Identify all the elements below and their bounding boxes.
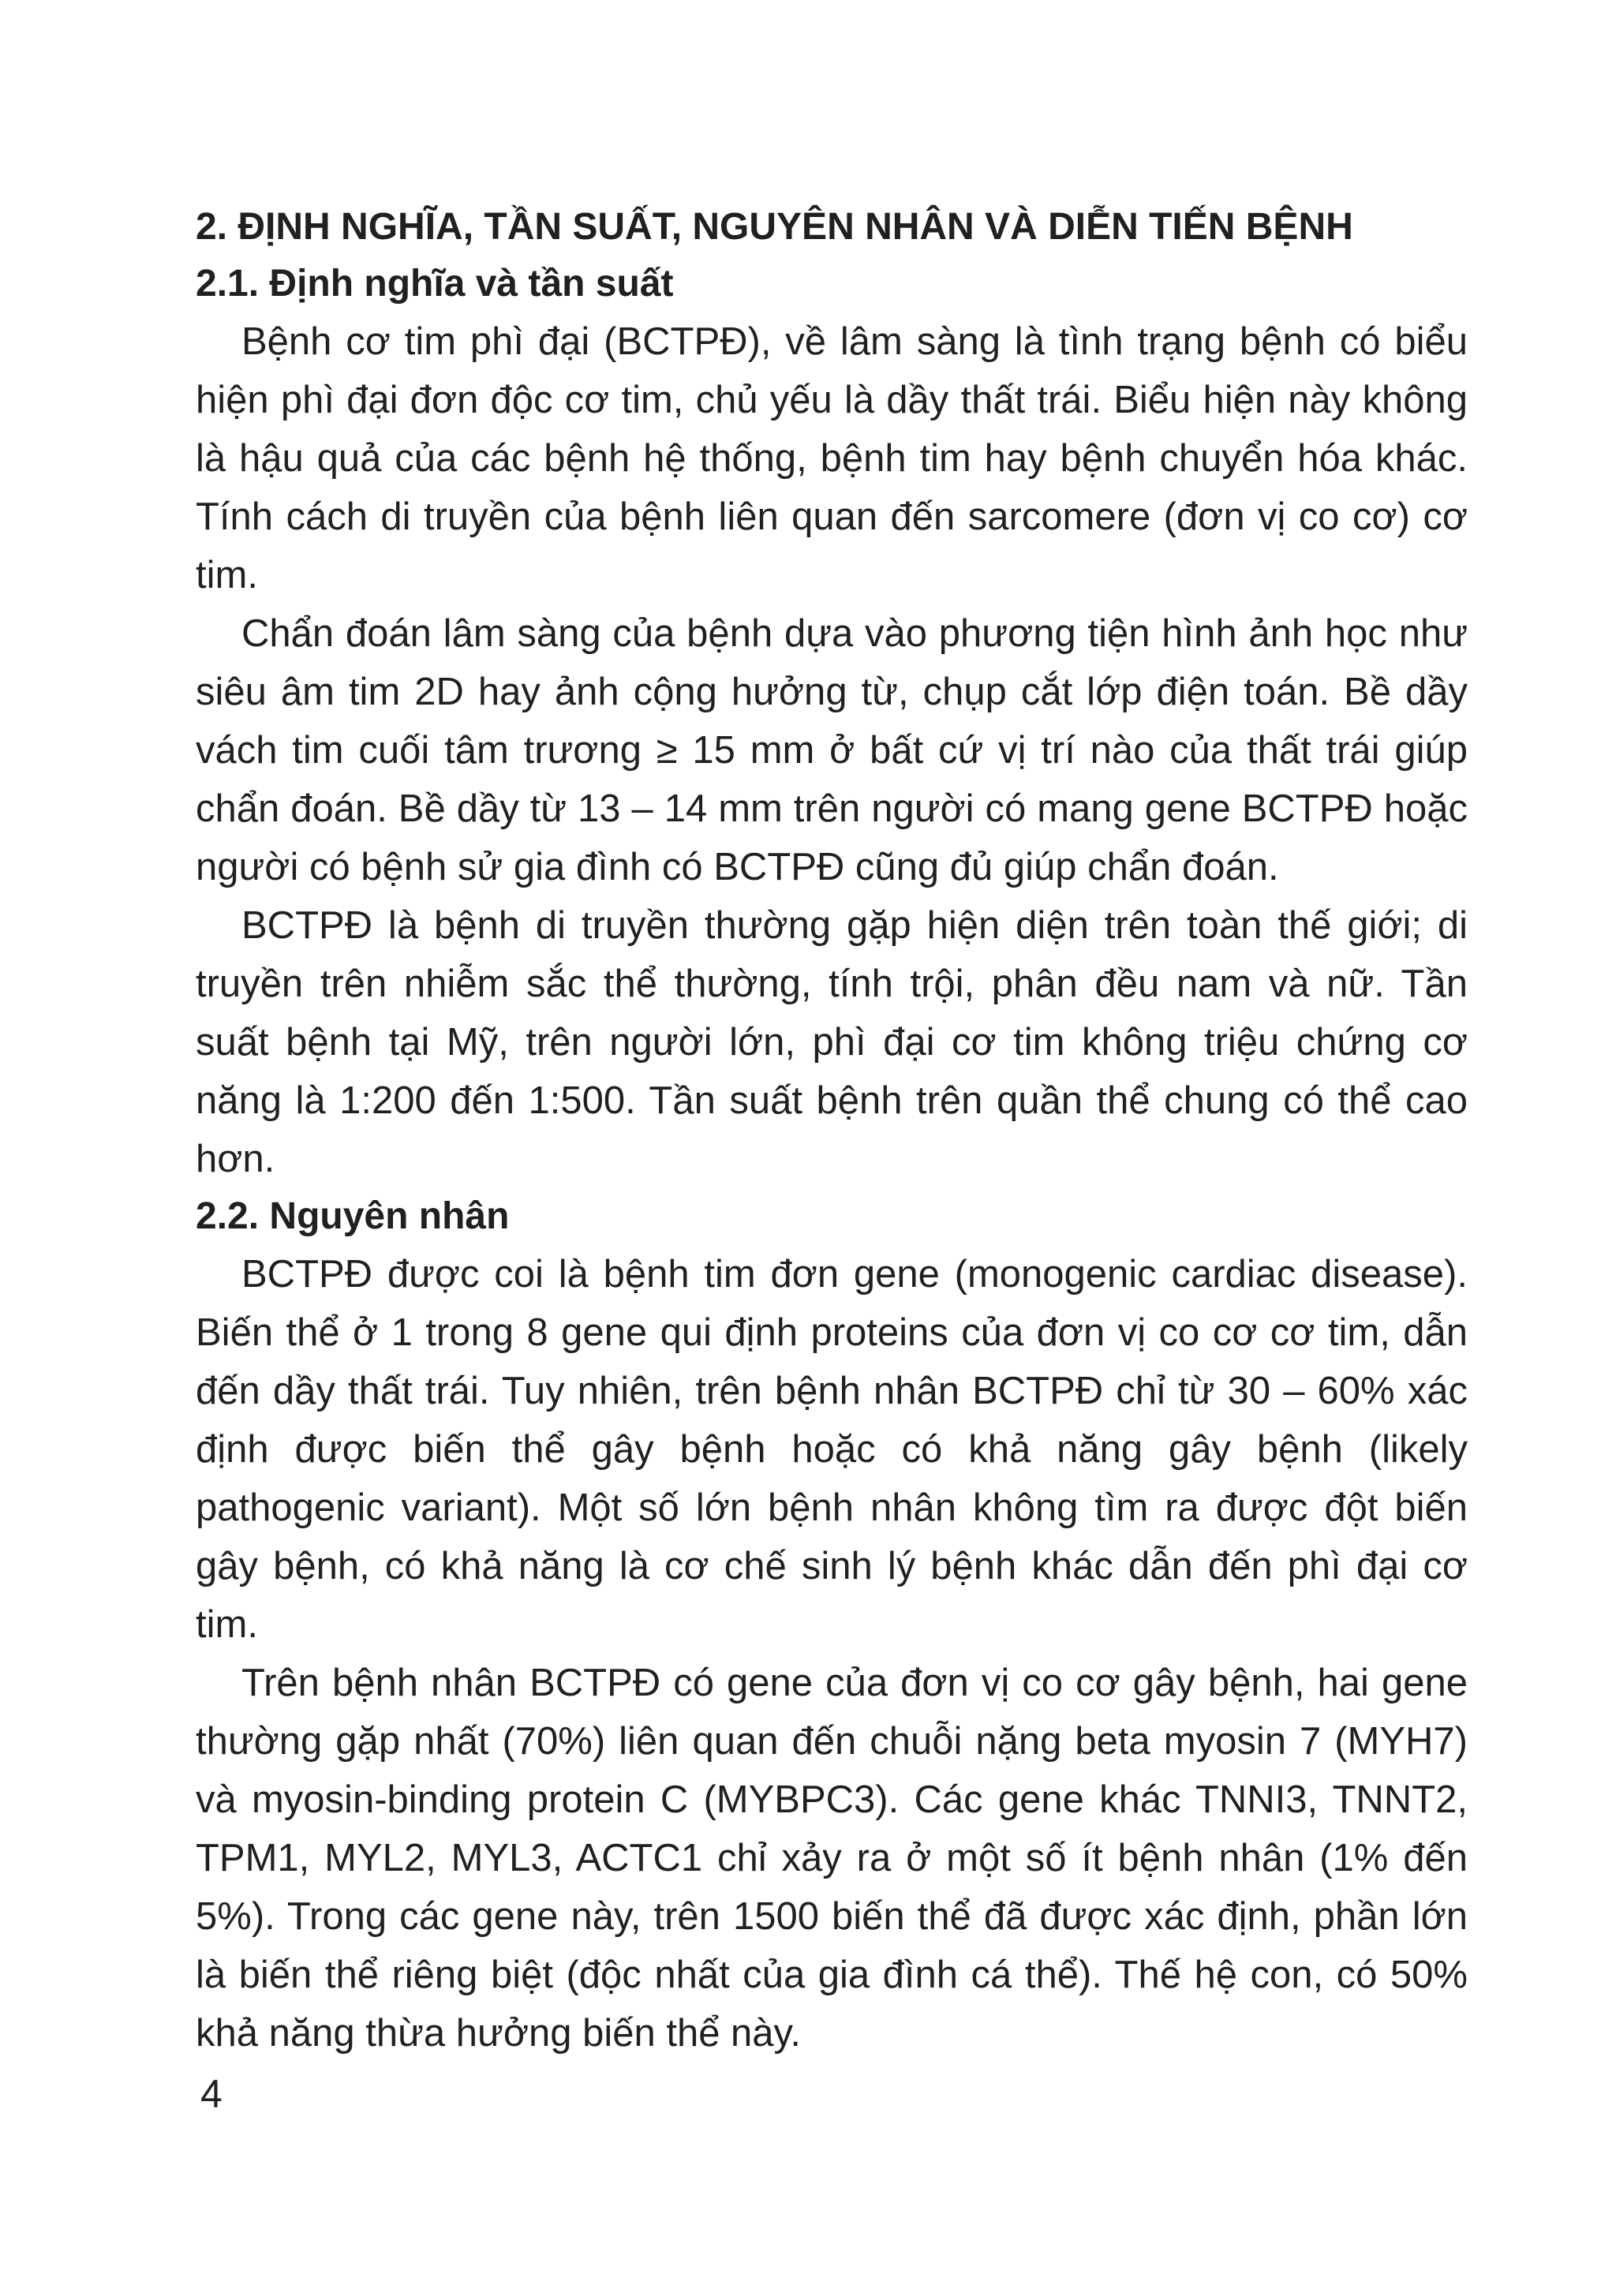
- page-number: 4: [200, 2072, 223, 2116]
- subsection-heading-causes: 2.2. Nguyên nhân: [196, 1195, 510, 1237]
- page-content: [196, 199, 1468, 2062]
- paragraph-definition: Bệnh cơ tim phì đại (BCTPĐ), về lâm sàng là tình trạng bệnh có biểu hiện phì đại đơn độc cơ tim, chủ yếu là dầy thất trái. Biểu hiện này không là hậu quả của các bệnh hệ thống, bệnh tim hay bệnh chuyển hóa khác. Tính cách di truyền của bệnh liên quan đến sarcomere (đơn vị co cơ) cơ tim.: [196, 320, 1468, 596]
- paragraph-monogenic: BCTPĐ được coi là bệnh tim đơn gene (monogenic cardiac disease). Biến thể ở 1 trong 8 gene qui định proteins của đơn vị co cơ cơ tim, dẫn đến dầy thất trái. Tuy nhiên, trên bệnh nhân BCTPĐ chỉ từ 30 – 60% xác định được biến thể gây bệnh hoặc có khả năng gây bệnh (likely pathogenic variant). Một số lớn bệnh nhân không tìm ra được đột biến gây bệnh, có khả năng là cơ chế sinh lý bệnh khác dẫn đến phì đại cơ tim.: [196, 1253, 1468, 1646]
- subsection-heading-definition: 2.1. Định nghĩa và tần suất: [196, 263, 674, 305]
- paragraph-prevalence: BCTPĐ là bệnh di truyền thường gặp hiện diện trên toàn thế giới; di truyền trên nhiễm sắc thể thường, tính trội, phân đều nam và nữ. Tần suất bệnh tại Mỹ, trên người lớn, phì đại cơ tim không triệu chứng cơ năng là 1:200 đến 1:500. Tần suất bệnh trên quần thể chung có thể cao hơn.: [196, 904, 1468, 1180]
- section-heading: 2. ĐỊNH NGHĨA, TẦN SUẤT, NGUYÊN NHÂN VÀ DIỄN TIẾN BỆNH: [196, 206, 1353, 248]
- paragraph-genes: Trên bệnh nhân BCTPĐ có gene của đơn vị co cơ gây bệnh, hai gene thường gặp nhất (70%) liên quan đến chuỗi nặng beta myosin 7 (MYH7) và myosin-binding protein C (MYBPC3). Các gene khác TNNI3, TNNT2, TPM1, MYL2, MYL3, ACTC1 chỉ xảy ra ở một số ít bệnh nhân (1% đến 5%). Trong các gene này, trên 1500 biến thể đã được xác định, phần lớn là biến thể riêng biệt (độc nhất của gia đình cá thể). Thế hệ con, có 50% khả năng thừa hưởng biến thể này.: [196, 1662, 1468, 2055]
- paragraph-diagnosis: Chẩn đoán lâm sàng của bệnh dựa vào phương tiện hình ảnh học như siêu âm tim 2D hay ảnh cộng hưởng từ, chụp cắt lớp điện toán. Bề dầy vách tim cuối tâm trương ≥ 15 mm ở bất cứ vị trí nào của thất trái giúp chẩn đoán. Bề dầy từ 13 – 14 mm trên người có mang gene BCTPĐ hoặc người có bệnh sử gia đình có BCTPĐ cũng đủ giúp chẩn đoán.: [196, 612, 1468, 888]
